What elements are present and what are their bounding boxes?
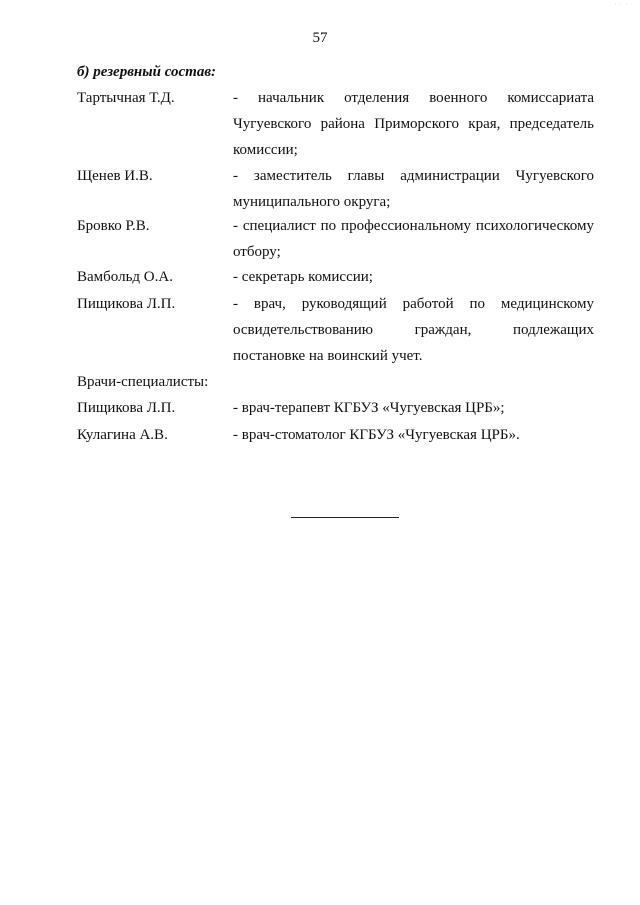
member-role: - заместитель главы администрации Чугуевского муниципального округа; xyxy=(233,168,594,210)
corner-mark: · · · · xyxy=(614,2,634,8)
member-name: Щенев И.В. xyxy=(77,168,153,184)
member-role: - начальник отделения военного комиссариата Чугуевского района Приморского края, председатель комиссии; xyxy=(233,90,594,158)
page-number: 57 xyxy=(312,30,328,46)
specialist-name: Пищикова Л.П. xyxy=(77,400,176,416)
member-role: - секретарь комиссии; xyxy=(233,269,373,285)
specialists-heading: Врачи-специалисты: xyxy=(77,374,209,390)
specialist-role: - врач-терапевт КГБУЗ «Чугуевская ЦРБ»; xyxy=(233,400,505,416)
section-heading: б) резервный состав: xyxy=(77,64,217,80)
member-name: Вамбольд О.А. xyxy=(77,269,173,285)
member-name: Пищикова Л.П. xyxy=(77,296,176,312)
specialist-name: Кулагина А.В. xyxy=(77,427,168,443)
specialist-role: - врач-стоматолог КГБУЗ «Чугуевская ЦРБ». xyxy=(233,427,520,443)
member-role: - врач, руководящий работой по медицинскому освидетельствованию граждан, подлежащих постановке на воинский учет. xyxy=(233,296,594,364)
member-role: - специалист по профессиональному психологическому отбору; xyxy=(233,218,594,260)
member-name: Тартычная Т.Д. xyxy=(77,90,175,106)
member-name: Бровко Р.В. xyxy=(77,218,150,234)
end-rule xyxy=(291,517,399,518)
